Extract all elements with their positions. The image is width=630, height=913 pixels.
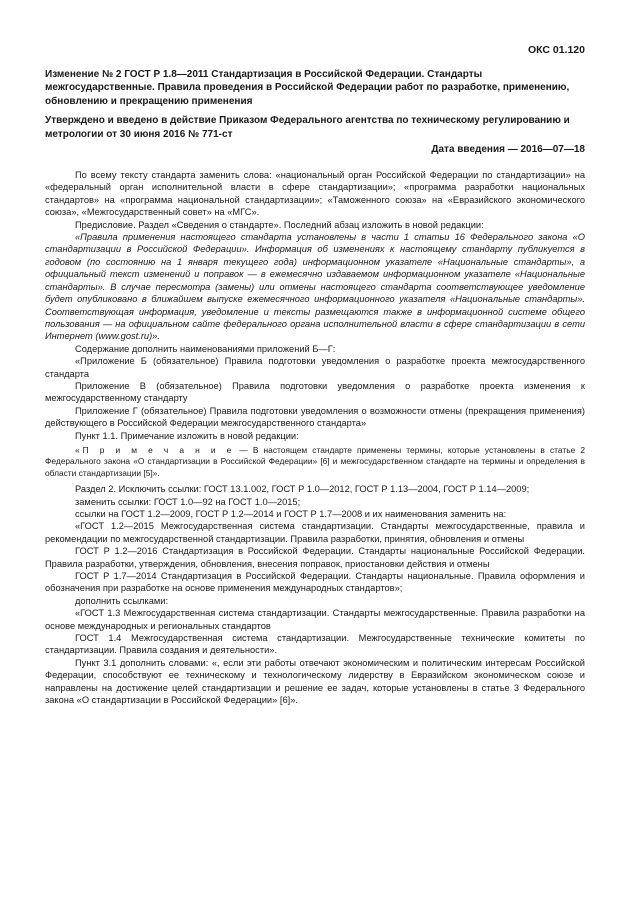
- paragraph-annex-b: «Приложение Б (обязательное) Правила подготовки уведомления о разработке проекта межгосударственного стандарта: [45, 356, 585, 379]
- paragraph-annex-v: Приложение В (обязательное) Правила подготовки уведомления о разработке проекта изменения к межгосударственному стандарту: [45, 380, 585, 404]
- paragraph-new-wording: «Правила применения настоящего стандарта установлены в части 1 статьи 16 Федерального закона «О стандартизации в Российской Федерации». Информация об изменениях к настоящему стандарту публикуется в годовом (по состоянию на 1 января текущего года) информационном указателе «Национальные стандарты», а официальный текст изменений и поправок — в ежемесячно издаваемом информационном указателе «Национальные стандарты». В случае пересмотра (замены) или отмены настоящего стандарта соответствующее уведомление будет опубликовано в ближайшем выпуске ежемесячного информационного указателя «Национальные стандарты». Соответствующая информация, уведомление и тексты размещаются также в информационной системе общего пользования — на официальном сайте федерального органа исполнительной власти в сфере стандартизации в сети Интернет (www.gost.ru)».: [45, 232, 585, 342]
- introduction-date: Дата введения — 2016—07—18: [431, 144, 585, 156]
- paragraph-foreword: Предисловие. Раздел «Сведения о стандарте». Последний абзац изложить в новой редакции:: [75, 219, 484, 230]
- paragraph-annex-g: Приложение Г (обязательное) Правила подготовки уведомления о возможности отмены (прекращения применения) действующего в Российской Федерации межгосударственного стандарта»: [45, 405, 585, 429]
- note-text: — В настоящем стандарте применены термины, которые установлены в статье 2 Федерального закона «О стандартизации в Российской Федерации» [6] и межгосударственном стандарте на термины и определения в области стандартизации [5]».: [45, 444, 585, 478]
- paragraph-gost-1-3: «ГОСТ 1.3 Межгосударственная система стандартизации. Стандарты межгосударственные. Правила разработки на основе международных и региональных стандартов: [45, 608, 585, 631]
- paragraph-add-refs: дополнить ссылками:: [75, 595, 169, 606]
- paragraph-gost-1-2: «ГОСТ 1.2—2015 Межгосударственная система стандартизации. Стандарты межгосударственные, правила и рекомендации по межгосударственной стандартизации. Правила разработки, принятия, обновления и отмены: [45, 521, 585, 544]
- paragraph-gost-r-1-2: ГОСТ Р 1.2—2016 Стандартизация в Российской Федерации. Стандарты национальные Российской Федерации. Правила разработки, утверждения, обновления, внесения поправок, приостановки действия и отмены: [45, 546, 585, 569]
- paragraph-gost-r-1-7: ГОСТ Р 1.7—2014 Стандартизация в Российской Федерации. Стандарты национальные. Правила оформления и обозначения при разработке на основе применения международных стандартов»;: [45, 571, 585, 594]
- approval-statement: Утверждено и введено в действие Приказом Федерального агентства по техническому регулированию и метрологии от 30 июня 2016 № 771-ст: [45, 115, 570, 140]
- paragraph-replace-words: По всему тексту стандарта заменить слова: «национальный орган Российской Федерации по стандартизации» на «федеральный орган исполнительной власти в сфере стандартизации»; «программа разработки национальных стандартов» на «программа национальной стандартизации»; «Таможенного союза» на «Евразийского экономического союза», «Межгосударственный совет» на «МГС».: [45, 170, 585, 218]
- oks-code: ОКС 01.120: [527, 44, 585, 56]
- paragraph-refs-names: ссылки на ГОСТ 1.2—2009, ГОСТ Р 1.2—2014 и ГОСТ Р 1.7—2008 и их наименования заменить на:: [75, 509, 507, 519]
- note-label: «П р и м е ч а н и е: [75, 444, 235, 455]
- paragraph-gost-1-4: ГОСТ 1.4 Межгосударственная система стандартизации. Межгосударственные технические комитеты по стандартизации. Правила создания и деятельности».: [45, 633, 585, 656]
- paragraph-clause-1-1: Пункт 1.1. Примечание изложить в новой редакции:: [75, 430, 299, 441]
- amendment-title: Изменение № 2 ГОСТ Р 1.8—2011 Стандартизация в Российской Федерации. Стандарты межгосударственные. Правила проведения в Российской Федерации работ по разработке, применению, обновлению и прекращению применения: [45, 69, 570, 107]
- note-paragraph: [45, 445, 585, 479]
- paragraph-contents: Содержание дополнить наименованиями приложений Б—Г:: [75, 343, 336, 354]
- paragraph-clause-3-1: Пункт 3.1 дополнить словами: «, если эти работы отвечают экономическим и политическим интересам Российской Федерации, способствуют ее техническому и технологическому лидерству в Евразийском экономическом союзе и направлены на достижение целей стандартизации и решение ее задач, которые установлены в статье 3 Федерального закона «О стандартизации в Российской Федерации» [6]».: [45, 657, 585, 706]
- document-page: [45, 44, 585, 707]
- paragraph-replace-refs: заменить ссылки: ГОСТ 1.0—92 на ГОСТ 1.0—2015;: [75, 496, 301, 507]
- paragraph-section-2: Раздел 2. Исключить ссылки: ГОСТ 13.1.002, ГОСТ Р 1.0—2012, ГОСТ Р 1.13—2004, ГОСТ Р 1.14—2009;: [75, 484, 530, 495]
